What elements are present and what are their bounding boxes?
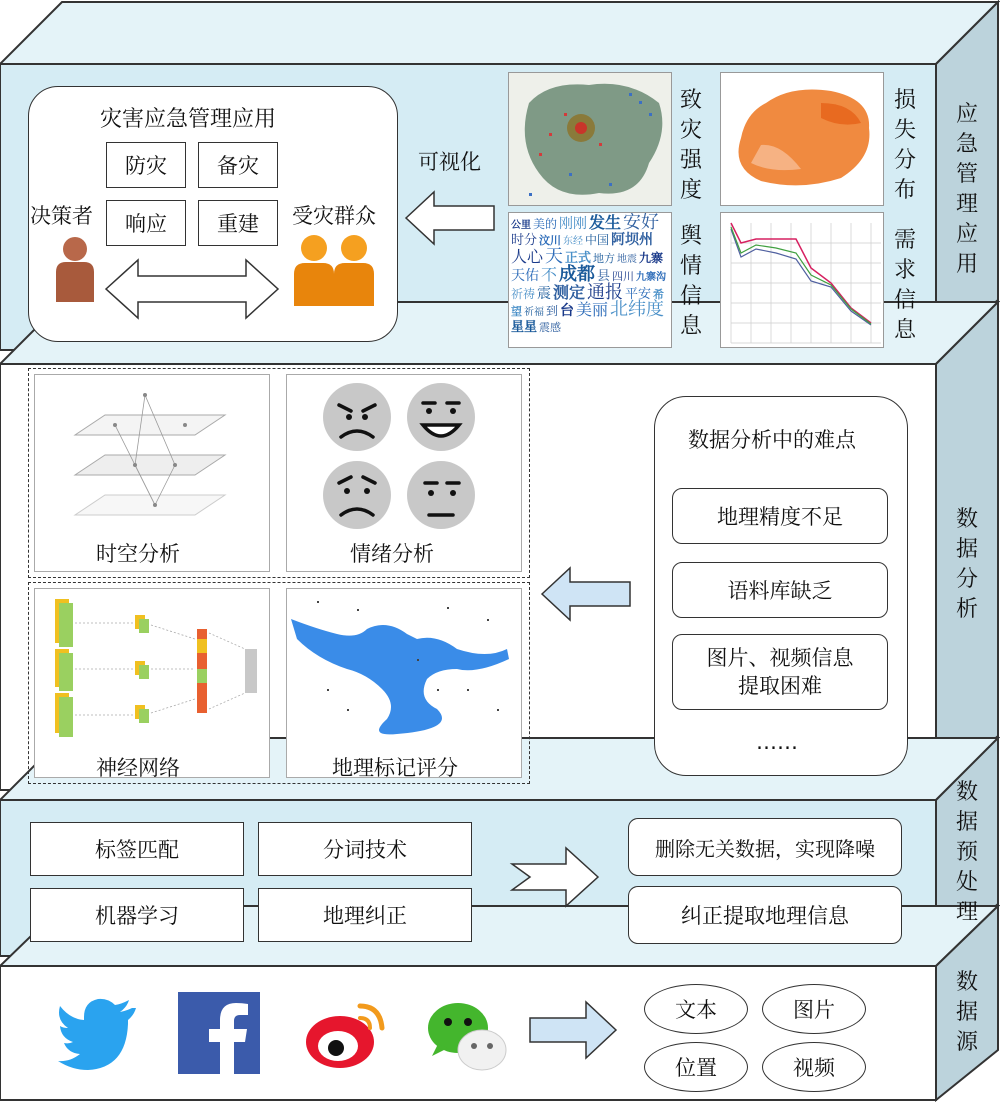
- wordcloud-word: 安好: [623, 212, 660, 233]
- difficulty-corpus-lack: 语料库缺乏: [672, 562, 888, 618]
- data-type-video: 视频: [762, 1042, 866, 1092]
- difficulty-media-line1: 图片、视频信息: [706, 646, 854, 670]
- difficulty-media-extraction: [672, 634, 888, 710]
- wechat-logo-icon: [424, 998, 510, 1074]
- wordcloud-word: 天: [545, 246, 564, 267]
- hazard-intensity-label: 致灾强度: [679, 88, 702, 203]
- wordcloud-word: 发生: [589, 213, 622, 232]
- wordcloud-word: 祈祷: [511, 287, 536, 301]
- source-arrow: [526, 1000, 618, 1060]
- result-geo-extraction: 纠正提取地理信息: [628, 886, 902, 944]
- spatiotemporal-analysis-label: 时空分析: [96, 542, 180, 566]
- angry-face-icon: [323, 383, 391, 451]
- technique-word-segmentation: 分词技术: [258, 822, 472, 876]
- wordcloud-word: 人心: [511, 247, 544, 266]
- demand-info-chart: [720, 212, 884, 348]
- wordcloud-word: 中国: [585, 233, 610, 247]
- wordcloud-word: 九寨沟: [636, 272, 667, 283]
- visualize-label: 可视化: [418, 150, 481, 174]
- wordcloud-word: 美丽: [576, 300, 609, 319]
- emergency-layer-top: [0, 2, 998, 64]
- weibo-logo-icon: [302, 992, 388, 1074]
- analysis-layer-label: 数据分析: [955, 507, 978, 622]
- visualize-arrow: [404, 190, 496, 246]
- geotag-scoring-card: [286, 588, 522, 778]
- loss-distribution-label: 损失分布: [893, 88, 916, 203]
- wordcloud-word: 祈福: [524, 307, 544, 318]
- geotag-scoring-label: 地理标记评分: [332, 756, 458, 780]
- wordcloud-word: 天佑: [511, 268, 539, 284]
- wordcloud-word: 时分: [511, 233, 538, 248]
- wordcloud-word: 正式: [565, 251, 592, 266]
- public-opinion-wordcloud: [508, 212, 672, 348]
- wordcloud-word: 震: [537, 286, 552, 302]
- action-prevention: 防灾: [106, 142, 186, 188]
- sad-face-icon: [323, 461, 391, 529]
- result-noise-reduction: 删除无关数据，实现降噪: [628, 818, 902, 876]
- emergency-layer-label: 应急管理应用: [955, 102, 978, 277]
- demand-info-label: 需求信息: [893, 228, 916, 343]
- wordcloud-word: 地方: [593, 252, 616, 265]
- wordcloud-word: 公里: [511, 220, 531, 231]
- technique-geo-correction: 地理纠正: [258, 888, 472, 942]
- facebook-logo-icon: [178, 992, 260, 1074]
- wordcloud-words: [509, 213, 671, 337]
- wordcloud-word: 地震: [617, 254, 638, 265]
- source-layer-label: 数据源: [955, 970, 978, 1055]
- wordcloud-word: 刚刚: [559, 216, 588, 232]
- difficulty-geo-precision: 地理精度不足: [672, 488, 888, 544]
- wordcloud-word: 星星: [511, 320, 538, 335]
- interaction-double-arrow: [104, 256, 280, 322]
- preprocess-layer-label: 数据预处理: [955, 780, 978, 925]
- disaster-management-title: 灾害应急管理应用: [100, 107, 277, 132]
- wordcloud-word: 平安: [625, 287, 652, 302]
- neural-network-label: 神经网络: [96, 756, 180, 780]
- wordcloud-word: 震感: [539, 321, 562, 334]
- wordcloud-word: 到: [546, 304, 559, 318]
- data-type-image: 图片: [762, 984, 866, 1034]
- wordcloud-word: 汶川: [539, 234, 562, 247]
- wordcloud-word: 测定: [553, 283, 586, 302]
- wordcloud-word: 美的: [533, 217, 558, 231]
- affected-people-label: 受灾群众: [292, 204, 376, 228]
- action-response: 响应: [106, 200, 186, 246]
- data-type-text: 文本: [644, 984, 748, 1034]
- wordcloud-word: 四川: [612, 270, 635, 283]
- data-type-location: 位置: [644, 1042, 748, 1092]
- preprocess-arrow: [508, 846, 600, 908]
- wordcloud-word: 阿坝州: [611, 232, 654, 248]
- difficulty-media-line2: 提取困难: [738, 674, 822, 698]
- wordcloud-word: 东经: [563, 236, 584, 247]
- wordcloud-word: 通报: [587, 282, 624, 303]
- wordcloud-word: 北纬度: [610, 299, 665, 320]
- sentiment-analysis-label: 情绪分析: [350, 542, 434, 566]
- wordcloud-word: 成都: [559, 264, 596, 285]
- wordcloud-word: 县: [597, 269, 611, 284]
- technique-machine-learning: 机器学习: [30, 888, 244, 942]
- difficulty-ellipsis: ……: [756, 730, 798, 754]
- technique-tag-matching: 标签匹配: [30, 822, 244, 876]
- action-preparation: 备灾: [198, 142, 278, 188]
- neutral-face-icon: [407, 461, 475, 529]
- affected-people-icon: [292, 232, 378, 308]
- analysis-arrow: [540, 566, 632, 622]
- wordcloud-word: 台: [560, 303, 575, 319]
- neural-network-card: [34, 588, 270, 778]
- decision-maker-icon: [50, 234, 100, 304]
- action-rebuild: 重建: [198, 200, 278, 246]
- wordcloud-word: 不: [541, 265, 558, 284]
- decision-maker-label: 决策者: [30, 204, 93, 228]
- happy-face-icon: [407, 383, 475, 451]
- analysis-difficulties-title: 数据分析中的难点: [688, 428, 856, 452]
- hazard-intensity-map: [508, 72, 672, 206]
- wordcloud-word: 九寨: [639, 251, 664, 265]
- wordcloud-word: 希望: [511, 288, 665, 318]
- public-opinion-label: 舆情信息: [679, 224, 702, 339]
- twitter-logo-icon: [56, 990, 138, 1072]
- loss-distribution-map: [720, 72, 884, 206]
